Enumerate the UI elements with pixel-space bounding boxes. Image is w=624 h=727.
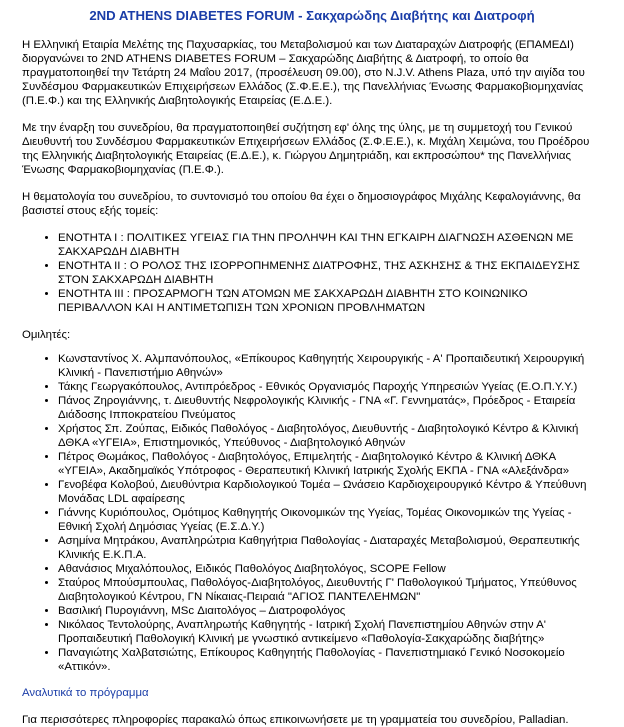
speaker-item: • Νικόλαος Τεντολούρης, Αναπληρωτής Καθηγητής - Ιατρική Σχολή Πανεπιστημίου Αθηνών στην Α' Προπαιδευτική Παθολογική Κλινική με γνωστικό αντικείμενο «Παθολογία-Σακχαρώδης διαβήτης» bbox=[58, 618, 602, 646]
speaker-item: • Σταύρος Μπούσμπουλας, Παθολόγος-Διαβητολόγος, Διευθυντής Γ' Παθολογικού Τμήματος, Υπεύθυνος Διαβητολογικού Κέντρου, ΓΝ Νίκαιας-Πειραιά "ΑΓΙΟΣ ΠΑΝΤΕΛΕΗΜΩΝ" bbox=[58, 576, 602, 604]
themes-intro-paragraph: Η θεματολογία του συνεδρίου, το συντονισμό του οποίου θα έχει ο δημοσιογράφος Μιχάλης Κεφαλογιάννης, θα βασιστεί στους εξής τομείς: bbox=[22, 191, 581, 217]
speaker-item: • Αθανάσιος Μιχαλόπουλος, Ειδικός Παθολόγος Διαβητολόγος, SCOPE Fellow bbox=[58, 562, 602, 576]
program-link[interactable]: Αναλυτικά το πρόγραμμα bbox=[22, 687, 149, 699]
speaker-item: • Πέτρος Θωμάκος, Παθολόγος - Διαβητολόγος, Επιμελητής - Διαβητολογικό Κέντρο & Κλινική ΔΘΚΑ «ΥΓΕΙΑ», Ακαδημαϊκός Υπότροφος - Θεραπευτική Κλινική Ιατρικής Σχολής ΕΚΠΑ - ΓΝΑ «Αλεξάνδρα» bbox=[58, 450, 602, 478]
speaker-item: • Τάκης Γεωργακόπουλος, Αντιπρόεδρος - Εθνικός Οργανισμός Παροχής Υπηρεσιών Υγείας (Ε.Ο.Π.Υ.Υ.) bbox=[58, 380, 602, 394]
speaker-item: • Γιάννης Κυριόπουλος, Ομότιμος Καθηγητής Οικονομικών της Υγείας, Τομέας Οικονομικών της Υγείας - Εθνική Σχολή Δημόσιας Υγείας (Ε.Σ.Δ.Υ.) bbox=[58, 506, 602, 534]
speakers-label: Ομιλητές: bbox=[22, 329, 71, 341]
footer-paragraph: Για περισσότερες πληροφορίες παρακαλώ όπως επικοινωνήσετε με τη γραμματεία του συνεδρίου, Palladian. bbox=[22, 714, 569, 726]
opening-paragraph: Με την έναρξη του συνεδρίου, θα πραγματοποιηθεί συζήτηση εφ' όλης της ύλης, με τη συμμετοχή του Γενικού Διευθυντή του Συνδέσμου Φαρμακευτικών Επιχειρήσεων Ελλάδος (Σ.Φ.Ε.Ε.), κ. Μιχάλη Χειμώνα, του Προέδρου της Ελληνικής Διαβητολογικής Εταιρείας (Ε.Δ.Ε.), κ. Γιώργου Δημητριάδη, και εκπροσώπου* της Πανελλήνιας Ένωσης Φαρμακοβιομηχανίας (Π.Ε.Φ.). bbox=[22, 122, 590, 176]
theme-item: • ΕΝΟΤΗΤΑ III : ΠΡΟΣΑΡΜΟΓΗ ΤΩΝ ΑΤΟΜΩΝ ΜΕ ΣΑΚΧΑΡΩΔΗ ΔΙΑΒΗΤΗ ΣΤΟ ΚΟΙΝΩΝΙΚΟ ΠΕΡΙΒΑΛΛΟΝ ΚΑΙ Η ΑΝΤΙΜΕΤΩΠΙΣΗ ΤΩΝ ΧΡΟΝΙΩΝ ΠΡΟΒΛΗΜΑΤΩΝ bbox=[58, 287, 602, 315]
theme-item: • ΕΝΟΤΗΤΑ I : ΠΟΛΙΤΙΚΕΣ ΥΓΕΙΑΣ ΓΙΑ ΤΗΝ ΠΡΟΛΗΨΗ ΚΑΙ ΤΗΝ ΕΓΚΑΙΡΗ ΔΙΑΓΝΩΣΗ ΑΣΘΕΝΩΝ ΜΕ ΣΑΚΧΑΡΩΔΗ ΔΙΑΒΗΤΗ bbox=[58, 231, 602, 259]
speaker-item: • Βασιλική Πυρογιάννη, MSc Διαιτολόγος – Διατροφολόγος bbox=[58, 604, 602, 618]
speaker-item: • Παναγιώτης Χαλβατσιώτης, Επίκουρος Καθηγητής Παθολογίας - Πανεπιστημιακό Γενικό Νοσοκομείο «Αττικόν». bbox=[58, 646, 602, 674]
intro-paragraph: Η Ελληνική Εταιρία Μελέτης της Παχυσαρκίας, του Μεταβολισμού και των Διαταραχών Διατροφής (ΕΠΑΜΕΔΙ) διοργανώνει το 2ND ATHENS DIABETES FORUM – Σακχαρώδης Διαβήτης & Διατροφή, το οποίο θα πραγματοποιηθεί την Τετάρτη 24 Μαΐου 2017, (προσέλευση 09.00), στο N.J.V. Athens Plaza, υπό την αιγίδα του Συνδέσμου Φαρμακευτικών Επιχειρήσεων Ελλάδος (Σ.Φ.Ε.Ε.), της Πανελλήνιας Ένωσης Φαρμακοβιομηχανίας (Π.Ε.Φ.) και της Ελληνικής Διαβητολογικής Εταιρείας (Ε.Δ.Ε.). bbox=[22, 39, 585, 107]
speakers-list bbox=[22, 352, 602, 674]
speaker-item: • Πάνος Ζηρογιάννης, τ. Διευθυντής Νεφρολογικής Κλινικής - ΓΝΑ «Γ. Γεννηματάς», Πρόεδρος - Εταιρεία Διάδοσης Ιπποκρατείου Πνεύματος bbox=[58, 394, 602, 422]
theme-item: • ΕΝΟΤΗΤΑ II : Ο ΡΟΛΟΣ ΤΗΣ ΙΣΟΡΡΟΠΗΜΕΝΗΣ ΔΙΑΤΡΟΦΗΣ, ΤΗΣ ΑΣΚΗΣΗΣ & ΤΗΣ ΕΚΠΑΙΔΕΥΣΗΣ ΣΤΟΝ ΣΑΚΧΑΡΩΔΗ ΔΙΑΒΗΤΗ bbox=[58, 259, 602, 287]
speaker-item: • Ασημίνα Μητράκου, Αναπληρώτρια Καθηγήτρια Παθολογίας - Διαταραχές Μεταβολισμού, Θεραπευτικής Κλινικής Ε.Κ.Π.Α. bbox=[58, 534, 602, 562]
page-title: 2ND ATHENS DIABETES FORUM - Σακχαρώδης Διαβήτης και Διατροφή bbox=[89, 8, 535, 23]
speaker-item: • Κωνσταντίνος Χ. Αλμπανόπουλος, «Επίκουρος Καθηγητής Χειρουργικής - Α' Προπαιδευτική Χειρουργική Κλινική - Πανεπιστήμιο Αθηνών» bbox=[58, 352, 602, 380]
speaker-item: • Χρήστος Σπ. Ζούπας, Ειδικός Παθολόγος - Διαβητολόγος, Διευθυντής - Διαβητολογικό Κέντρο & Κλινική ΔΘΚΑ «ΥΓΕΙΑ», Επιστημονικός, Υπεύθυνος - Διαβητολογικό Αθηνών bbox=[58, 422, 602, 450]
speaker-item: • Γενοβέφα Κολοβού, Διευθύντρια Καρδιολογικού Τομέα – Ωνάσειο Καρδιοχειρουργικό Κέντρο & Υπεύθυνη Μονάδας LDL αφαίρεσης bbox=[58, 478, 602, 506]
themes-list bbox=[22, 231, 602, 315]
